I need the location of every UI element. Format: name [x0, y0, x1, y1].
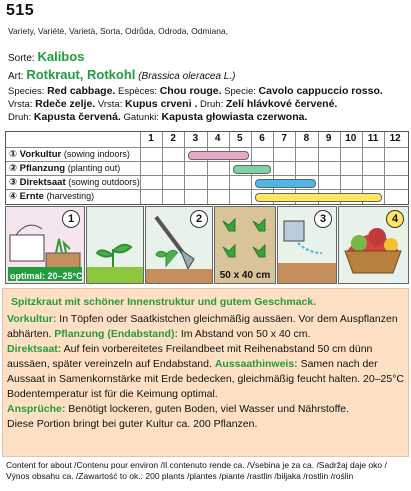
panel-spacing: [214, 206, 276, 284]
variety-name: Sorte: Kalibos: [8, 49, 85, 64]
product-code: 515: [6, 2, 35, 19]
calendar-row-direktsaat: [6, 175, 408, 190]
month-3: 3: [192, 133, 199, 144]
panel-planting-out: [145, 206, 213, 284]
instruction-panels: [5, 206, 407, 282]
sowing-calendar: [5, 131, 409, 205]
calendar-row-pflanzung: [6, 161, 408, 176]
content-footer: [6, 460, 406, 482]
calendar-bar-direktsaat: [255, 179, 316, 188]
month-1: 1: [148, 133, 154, 144]
variety-languages: Variety, Variété, Varietà, Sorta, Odrůda, Odroda, Odmiana,: [8, 26, 229, 36]
plant-spacing-icon: [215, 207, 275, 267]
month-2: 2: [170, 133, 176, 144]
month-10: 10: [345, 133, 357, 144]
growing-instructions: [2, 288, 409, 457]
calendar-row-vorkultur: [6, 147, 408, 162]
instructions-headline: Spitzkraut mit schöner Innenstruktur und gutem Geschmack.: [11, 296, 317, 308]
step-badge-1: 1: [62, 210, 80, 228]
species-translations: [8, 85, 408, 124]
calendar-row-label: ④ Ernte (harvesting): [9, 191, 95, 202]
month-5: 5: [237, 133, 243, 144]
calendar-bar-pflanzung: [233, 165, 271, 174]
footer-line-1: Content for about /Contenu pour environ /Il contenuto rende ca. /Vsebina je za ca. /Sadržaj daje oko /: [6, 460, 387, 470]
instructions-direct-sowing: Direktsaat: Auf fein vorbereitetes Freilandbeet mit Reihenabstand 50 cm dünn aussäen, später vereinzeln auf Endabstand. Aussaathinweis: Samen nach der Aussaat in Samenkornstärke mit Erde bedecken, gleichmäßig feucht halten. 20–25°C Bodentemperatur ist für die Keimung optimal.: [7, 343, 405, 400]
panel-harvest: [338, 206, 409, 284]
panel-sowing-outdoors: [277, 206, 337, 284]
panel-sowing-indoors: [5, 206, 85, 284]
calendar-row-label: ② Pflanzung (planting out): [9, 163, 121, 174]
seedling-icon: [87, 207, 143, 283]
species-line-1: Species: Red cabbage. Espèces: Chou rouge. Specie: Cavolo cappuccio rosso.: [8, 85, 383, 97]
month-12: 12: [389, 133, 401, 144]
panel-seedling: [86, 206, 144, 284]
spacing-label: 50 x 40 cm: [219, 270, 271, 281]
month-8: 8: [303, 133, 310, 144]
month-9: 9: [325, 133, 332, 144]
month-11: 11: [367, 133, 379, 144]
calendar-row-label: ③ Direktsaat (sowing outdoors): [9, 177, 140, 188]
month-7: 7: [281, 133, 287, 144]
temperature-note: optimal: 20–25°C: [10, 271, 83, 281]
species-line-2: Vrsta: Rdeče zelje. Vrsta: Kupus crveni . Druh: Zelí hlávkové červené.: [8, 98, 338, 110]
instructions-requirements: Ansprüche: Benötigt lockeren, guten Boden, viel Wasser und Nährstoffe.: [7, 403, 350, 415]
instructions-pre-culture: Vorkultur: In Töpfen oder Saatkistchen gleichmäßig aussäen. Vor dem Auspflanzen abhärten. Pflanzung (Endabstand): Im Abstand von 50 x 40 cm.: [7, 313, 398, 340]
step-badge-3: 3: [314, 210, 332, 228]
species-line-3: Druh: Kapusta červená. Gatunki: Kapusta głowiasta czerwona.: [8, 111, 308, 123]
step-badge-4: 4: [386, 210, 404, 228]
variety-value: Kalibos: [37, 49, 85, 64]
calendar-bar-ernte: [255, 193, 382, 202]
month-6: 6: [259, 133, 265, 144]
species-name: Art: Rotkraut, Rotkohl (Brassica oleracea L.): [8, 67, 236, 82]
species-value: Rotkraut, Rotkohl: [26, 67, 136, 82]
month-4: 4: [214, 133, 221, 144]
latin-name: (Brassica oleracea L.): [138, 71, 236, 82]
footer-line-2: Výnos obsahu ca. /Zawartość to ok.: 200 plants /plantes /piante /rastlin /biljaka /rostlin /roślin: [6, 471, 354, 481]
step-badge-2: 2: [190, 210, 208, 228]
instructions-yield: Diese Portion bringt bei guter Kultur ca. 200 Pflanzen.: [7, 418, 258, 430]
calendar-row-ernte: [6, 189, 408, 204]
calendar-bar-vorkultur: [188, 151, 249, 160]
calendar-row-label: ① Vorkultur (sowing indoors): [9, 149, 130, 160]
